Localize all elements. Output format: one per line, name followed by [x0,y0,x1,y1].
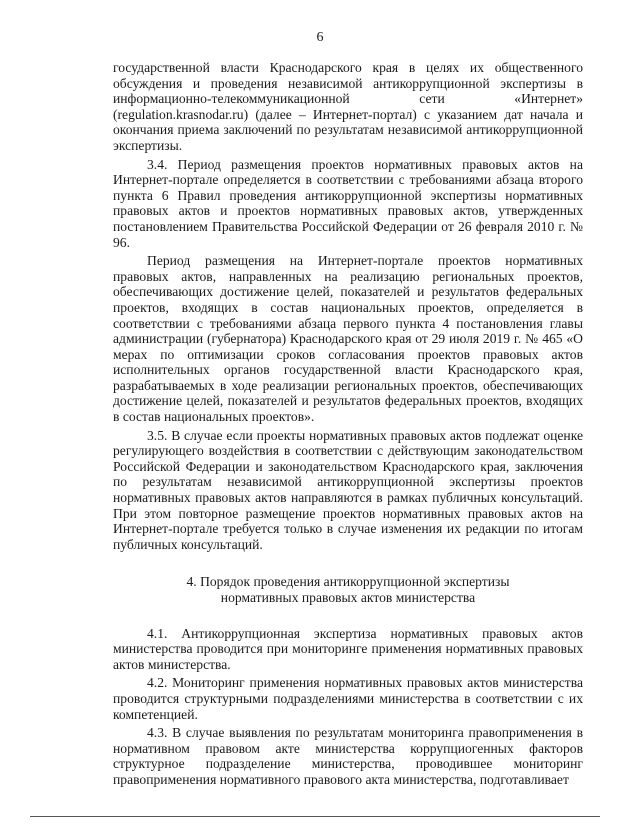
document-body [113,60,583,788]
page-number: 6 [316,30,324,45]
page-bottom-divider [30,816,600,817]
paragraph-4-2: 4.2. Мониторинг применения нормативных правовых актов министерства проводится структурными подразделениями министерства в соответствии с их компетенцией. [113,675,583,722]
paragraph-continuation: государственной власти Краснодарского края в целях их общественного обсуждения и проведения независимой антикоррупционной экспертизы в информационно-телекоммуникационной сети «Интернет» (regulation.krasnodar.ru) (далее – Интернет-портал) с указанием дат начала и окончания приема заключений по результатам независимой антикоррупционной экспертизы. [113,60,583,153]
paragraph-3-4: 3.4. Период размещения проектов нормативных правовых актов на Интернет-портале определяется в соответствии с требованиями абзаца второго пункта 6 Правил проведения антикоррупционной экспертизы нормативных правовых актов и проектов нормативных правовых актов, утвержденных постановлением Правительства Российской Федерации от 26 февраля 2010 г. № 96. [113,156,583,250]
section-heading-line-1: 4. Порядок проведения антикоррупционной экспертизы [186,574,510,590]
paragraph-4-1: 4.1. Антикоррупционная экспертиза нормативных правовых актов министерства проводится при мониторинге применения нормативных правовых актов министерства. [113,625,583,672]
paragraph-4-3: 4.3. В случае выявления по результатам мониторинга правоприменения в нормативном правовом акте министерства коррупциогенных факторов структурное подразделение министерства, проводившее мониторинг правоприменения нормативного правового акта министерства, подготавливает [113,725,583,787]
paragraph-3-4-period: Период размещения на Интернет-портале проектов нормативных правовых актов, направленных на реализацию региональных проектов, обеспечивающих достижение целей, показателей и результатов федеральных проектов, входящих в состав национальных проектов, определяется в соответствии с требованиями абзаца первого пункта 4 постановления главы администрации (губернатора) Краснодарского края от 29 июля 2019 г. № 465 «О мерах по оптимизации сроков согласования проектов правовых актов исполнительных органов государственной власти Краснодарского края, разрабатываемых в ходе реализации региональных проектов, обеспечивающих достижение целей, показателей и результатов федеральных проектов, входящих в состав национальных проектов». [113,253,583,425]
paragraph-3-5: 3.5. В случае если проекты нормативных правовых актов подлежат оценке регулирующего воздействия в соответствии с действующим законодательством Российской Федерации и законодательством Краснодарского края, заключения по результатам независимой антикоррупционной экспертизы проектов нормативных правовых актов направляются в рамках публичных консультаций. При этом повторное размещение проектов нормативных правовых актов на Интернет-портале требуется только в случае изменения их редакции по итогам публичных консультаций. [113,427,583,552]
section-heading-line-2: нормативных правовых актов министерства [220,590,476,605]
